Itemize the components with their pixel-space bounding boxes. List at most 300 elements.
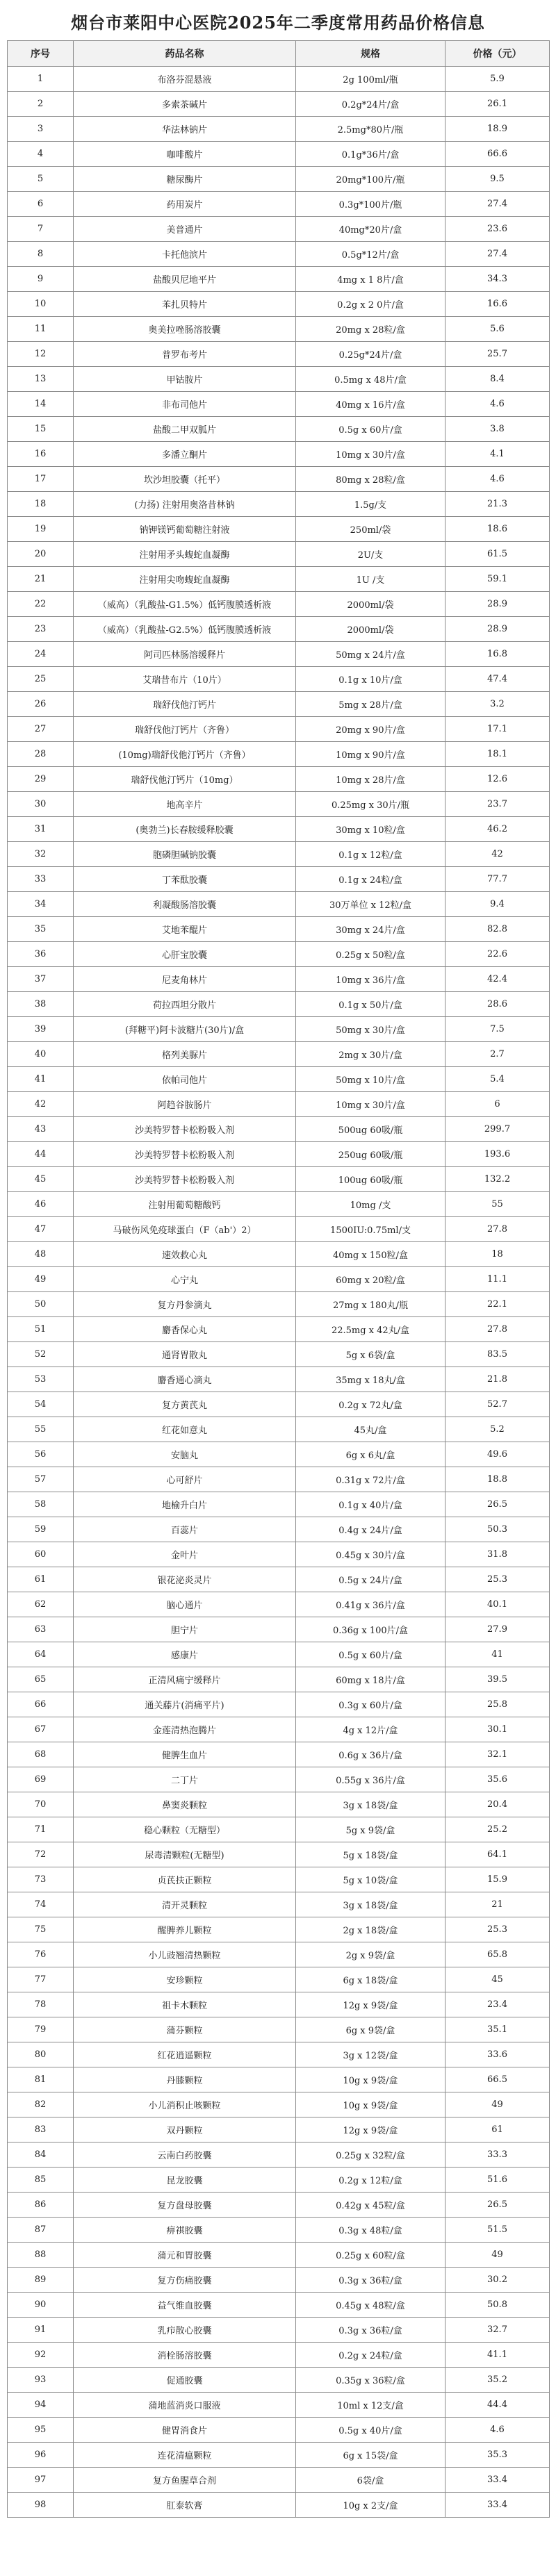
cell-price: 32.7 xyxy=(445,2318,550,2343)
cell-spec: 0.3g x 60片/盒 xyxy=(296,1692,445,1717)
cell-price: 22.6 xyxy=(445,942,550,967)
table-row xyxy=(8,1042,550,1067)
cell-seq: 29 xyxy=(8,767,74,792)
cell-price: 50.8 xyxy=(445,2293,550,2318)
table-row xyxy=(8,917,550,942)
cell-seq: 50 xyxy=(8,1292,74,1317)
cell-spec: 60mg x 20粒/盒 xyxy=(296,1267,445,1292)
cell-price: 61 xyxy=(445,2117,550,2142)
cell-seq: 86 xyxy=(8,2193,74,2218)
table-row xyxy=(8,2443,550,2468)
cell-spec: 30万单位 x 12粒/盒 xyxy=(296,892,445,917)
cell-spec: 5g x 6袋/盒 xyxy=(296,1342,445,1367)
cell-price: 18 xyxy=(445,1242,550,1267)
table-row xyxy=(8,1992,550,2017)
cell-spec: 0.25g*24片/盒 xyxy=(296,342,445,367)
cell-price: 35.2 xyxy=(445,2368,550,2393)
cell-spec: 0.45g x 30片/盒 xyxy=(296,1542,445,1567)
cell-price: 35.6 xyxy=(445,1767,550,1792)
cell-spec: 80mg x 28粒/盒 xyxy=(296,467,445,492)
cell-seq: 34 xyxy=(8,892,74,917)
table-row xyxy=(8,1742,550,1767)
table-row xyxy=(8,2193,550,2218)
cell-seq: 41 xyxy=(8,1067,74,1092)
cell-seq: 30 xyxy=(8,792,74,817)
cell-name: 复方盘母胶囊 xyxy=(74,2193,296,2218)
cell-name: 二丁片 xyxy=(74,1767,296,1792)
cell-name: 心可舒片 xyxy=(74,1467,296,1492)
cell-spec: 12g x 9袋/盒 xyxy=(296,1992,445,2017)
table-row xyxy=(8,2318,550,2343)
cell-spec: 0.25g x 50粒/盒 xyxy=(296,942,445,967)
table-row xyxy=(8,867,550,892)
cell-seq: 42 xyxy=(8,1092,74,1117)
cell-seq: 23 xyxy=(8,617,74,642)
cell-spec: 0.42g x 45粒/盒 xyxy=(296,2193,445,2218)
cell-seq: 32 xyxy=(8,842,74,867)
cell-spec: 50mg x 24片/盒 xyxy=(296,642,445,667)
cell-spec: 20mg*100片/瓶 xyxy=(296,167,445,192)
cell-spec: 0.5g x 40片/盒 xyxy=(296,2418,445,2443)
cell-seq: 6 xyxy=(8,192,74,217)
cell-seq: 25 xyxy=(8,667,74,692)
cell-seq: 77 xyxy=(8,1967,74,1992)
cell-name: 地榆升白片 xyxy=(74,1492,296,1517)
cell-price: 6 xyxy=(445,1092,550,1117)
cell-spec: 30mg x 10粒/盒 xyxy=(296,817,445,842)
cell-seq: 44 xyxy=(8,1142,74,1167)
cell-seq: 75 xyxy=(8,1917,74,1942)
cell-seq: 96 xyxy=(8,2443,74,2468)
cell-price: 20.4 xyxy=(445,1792,550,1817)
cell-seq: 35 xyxy=(8,917,74,942)
page-title: 烟台市莱阳中心医院2025年二季度常用药品价格信息 xyxy=(71,13,485,33)
cell-price: 8.4 xyxy=(445,367,550,392)
table-row xyxy=(8,817,550,842)
cell-name: 昆龙胶囊 xyxy=(74,2168,296,2193)
cell-spec: 27mg x 180丸/瓶 xyxy=(296,1292,445,1317)
table-row xyxy=(8,492,550,517)
cell-seq: 51 xyxy=(8,1317,74,1342)
cell-name: 糖尿酶片 xyxy=(74,167,296,192)
cell-name: 美普通片 xyxy=(74,217,296,242)
table-row xyxy=(8,1667,550,1692)
cell-seq: 54 xyxy=(8,1392,74,1417)
table-row xyxy=(8,2067,550,2092)
cell-seq: 92 xyxy=(8,2343,74,2368)
table-row xyxy=(8,1917,550,1942)
cell-name: 贞芪扶正颗粒 xyxy=(74,1867,296,1892)
cell-name: (力扬) 注射用奥洛昔林钠 xyxy=(74,492,296,517)
cell-price: 30.1 xyxy=(445,1717,550,1742)
table-row xyxy=(8,1367,550,1392)
table-row xyxy=(8,2468,550,2493)
table-row xyxy=(8,1442,550,1467)
cell-seq: 22 xyxy=(8,592,74,617)
cell-spec: 0.3g x 36粒/盒 xyxy=(296,2268,445,2293)
cell-seq: 24 xyxy=(8,642,74,667)
cell-name: 通关藤片(消痛平片) xyxy=(74,1692,296,1717)
cell-spec: 2mg x 30片/盒 xyxy=(296,1042,445,1067)
cell-spec: 6g x 9袋/盒 xyxy=(296,2017,445,2042)
cell-spec: 0.5g x 60片/盒 xyxy=(296,1642,445,1667)
cell-spec: 2g x 9袋/盒 xyxy=(296,1942,445,1967)
cell-seq: 58 xyxy=(8,1492,74,1517)
cell-name: 蒲地蓝消炎口服液 xyxy=(74,2393,296,2418)
table-body xyxy=(8,67,550,2518)
cell-name: 感康片 xyxy=(74,1642,296,1667)
table-row xyxy=(8,667,550,692)
cell-price: 7.5 xyxy=(445,1017,550,1042)
cell-spec: 3g x 18袋/盒 xyxy=(296,1892,445,1917)
cell-name: 银花泌炎灵片 xyxy=(74,1567,296,1592)
cell-seq: 93 xyxy=(8,2368,74,2393)
cell-price: 27.4 xyxy=(445,192,550,217)
cell-spec: 1500IU:0.75ml/支 xyxy=(296,1217,445,1242)
cell-seq: 47 xyxy=(8,1217,74,1242)
cell-name: 肛泰软膏 xyxy=(74,2493,296,2518)
cell-spec: 22.5mg x 42丸/盒 xyxy=(296,1317,445,1342)
cell-price: 16.6 xyxy=(445,292,550,317)
cell-spec: 10mg x 90片/盒 xyxy=(296,742,445,767)
cell-name: 注射用尖吻蝮蛇血凝酶 xyxy=(74,567,296,592)
table-row xyxy=(8,2418,550,2443)
cell-seq: 39 xyxy=(8,1017,74,1042)
cell-price: 64.1 xyxy=(445,1842,550,1867)
table-row xyxy=(8,1942,550,1967)
cell-name: 奥美拉唑肠溶胶囊 xyxy=(74,317,296,342)
cell-spec: 0.2g*24片/盒 xyxy=(296,92,445,117)
cell-seq: 78 xyxy=(8,1992,74,2017)
header-spec: 规格 xyxy=(296,41,445,67)
cell-seq: 4 xyxy=(8,142,74,167)
table-row xyxy=(8,542,550,567)
cell-seq: 16 xyxy=(8,442,74,467)
cell-seq: 69 xyxy=(8,1767,74,1792)
table-row xyxy=(8,2117,550,2142)
cell-seq: 63 xyxy=(8,1617,74,1642)
cell-name: 多潘立酮片 xyxy=(74,442,296,467)
cell-seq: 18 xyxy=(8,492,74,517)
cell-seq: 97 xyxy=(8,2468,74,2493)
cell-name: (拜糖平)阿卡波糖片(30片)/盒 xyxy=(74,1017,296,1042)
cell-price: 51.5 xyxy=(445,2218,550,2243)
table-row xyxy=(8,417,550,442)
table-row xyxy=(8,217,550,242)
cell-seq: 52 xyxy=(8,1342,74,1367)
table-row xyxy=(8,1717,550,1742)
table-row xyxy=(8,342,550,367)
cell-seq: 48 xyxy=(8,1242,74,1267)
cell-name: 丁苯酞胶囊 xyxy=(74,867,296,892)
cell-price: 42 xyxy=(445,842,550,867)
cell-name: 心肝宝胶囊 xyxy=(74,942,296,967)
cell-spec: 2U/支 xyxy=(296,542,445,567)
cell-seq: 81 xyxy=(8,2067,74,2092)
table-row xyxy=(8,2368,550,2393)
cell-name: 胞磷胆碱钠胶囊 xyxy=(74,842,296,867)
cell-seq: 12 xyxy=(8,342,74,367)
table-row xyxy=(8,1342,550,1367)
cell-price: 31.8 xyxy=(445,1542,550,1567)
cell-name: 格列美脲片 xyxy=(74,1042,296,1067)
cell-price: 2.7 xyxy=(445,1042,550,1067)
table-row xyxy=(8,517,550,542)
header-seq: 序号 xyxy=(8,41,74,67)
table-row xyxy=(8,2293,550,2318)
table-row xyxy=(8,1167,550,1192)
cell-seq: 49 xyxy=(8,1267,74,1292)
cell-spec: 0.25g x 60粒/盒 xyxy=(296,2243,445,2268)
cell-spec: 0.1g*36片/盒 xyxy=(296,142,445,167)
table-row xyxy=(8,1767,550,1792)
table-row xyxy=(8,1517,550,1542)
cell-name: 红花如意丸 xyxy=(74,1417,296,1442)
table-row xyxy=(8,1192,550,1217)
table-row xyxy=(8,2218,550,2243)
cell-spec: 0.31g x 72片/盒 xyxy=(296,1467,445,1492)
cell-price: 33.6 xyxy=(445,2042,550,2067)
cell-spec: 10g x 9袋/盒 xyxy=(296,2067,445,2092)
table-row xyxy=(8,1867,550,1892)
cell-spec: 0.5mg x 48片/盒 xyxy=(296,367,445,392)
cell-spec: 0.1g x 50片/盒 xyxy=(296,992,445,1017)
cell-seq: 13 xyxy=(8,367,74,392)
cell-name: 小儿豉翘清热颗粒 xyxy=(74,1942,296,1967)
cell-price: 83.5 xyxy=(445,1342,550,1367)
table-row xyxy=(8,117,550,142)
table-row xyxy=(8,1542,550,1567)
cell-price: 21.3 xyxy=(445,492,550,517)
cell-spec: 2g 100ml/瓶 xyxy=(296,67,445,92)
cell-price: 23.7 xyxy=(445,792,550,817)
cell-spec: 0.1g x 10片/盒 xyxy=(296,667,445,692)
cell-price: 61.5 xyxy=(445,542,550,567)
cell-name: 多索茶碱片 xyxy=(74,92,296,117)
cell-price: 9.5 xyxy=(445,167,550,192)
cell-price: 15.9 xyxy=(445,1867,550,1892)
cell-price: 49 xyxy=(445,2092,550,2117)
cell-spec: 60mg x 18片/盒 xyxy=(296,1667,445,1692)
table-row xyxy=(8,592,550,617)
cell-seq: 59 xyxy=(8,1517,74,1542)
cell-spec: 0.2g x 72丸/盒 xyxy=(296,1392,445,1417)
cell-spec: 10ml x 12支/盒 xyxy=(296,2393,445,2418)
table-row xyxy=(8,1392,550,1417)
cell-name: 阿趋谷胺肠片 xyxy=(74,1092,296,1117)
cell-seq: 89 xyxy=(8,2268,74,2293)
cell-name: 痹祺胶囊 xyxy=(74,2218,296,2243)
table-row xyxy=(8,742,550,767)
cell-price: 35.3 xyxy=(445,2443,550,2468)
cell-price: 50.3 xyxy=(445,1517,550,1542)
cell-name: 复方伤痛胶囊 xyxy=(74,2268,296,2293)
cell-seq: 56 xyxy=(8,1442,74,1467)
cell-price: 46.2 xyxy=(445,817,550,842)
cell-price: 25.3 xyxy=(445,1917,550,1942)
cell-price: 26.5 xyxy=(445,2193,550,2218)
cell-spec: 2g x 18袋/盒 xyxy=(296,1917,445,1942)
table-row xyxy=(8,1817,550,1842)
cell-spec: 0.3g*100片/瓶 xyxy=(296,192,445,217)
cell-price: 28.9 xyxy=(445,617,550,642)
cell-price: 299.7 xyxy=(445,1117,550,1142)
cell-seq: 17 xyxy=(8,467,74,492)
cell-spec: 0.6g x 36片/盒 xyxy=(296,1742,445,1767)
table-row xyxy=(8,967,550,992)
cell-price: 33.4 xyxy=(445,2493,550,2518)
cell-name: 瑞舒伐他汀钙片（10mg） xyxy=(74,767,296,792)
table-row xyxy=(8,167,550,192)
cell-spec: 0.41g x 36片/盒 xyxy=(296,1592,445,1617)
cell-spec: 10mg x 30片/盒 xyxy=(296,442,445,467)
cell-name: 丹膝颗粒 xyxy=(74,2067,296,2092)
cell-price: 66.5 xyxy=(445,2067,550,2092)
cell-price: 27.8 xyxy=(445,1217,550,1242)
cell-name: 金叶片 xyxy=(74,1542,296,1567)
cell-spec: 10mg x 28片/盒 xyxy=(296,767,445,792)
cell-name: 乳疖散心胶囊 xyxy=(74,2318,296,2343)
cell-name: (奥勃兰)长春胺缓释胶囊 xyxy=(74,817,296,842)
table-row xyxy=(8,1967,550,1992)
table-row xyxy=(8,2017,550,2042)
cell-name: 瑞舒伐他汀钙片（齐鲁） xyxy=(74,717,296,742)
cell-name: 稳心颗粒（无糖型） xyxy=(74,1817,296,1842)
table-row xyxy=(8,67,550,92)
table-row xyxy=(8,2268,550,2293)
table-row xyxy=(8,1792,550,1817)
cell-price: 34.3 xyxy=(445,267,550,292)
cell-price: 41.1 xyxy=(445,2343,550,2368)
cell-seq: 94 xyxy=(8,2393,74,2418)
cell-seq: 19 xyxy=(8,517,74,542)
cell-price: 21.8 xyxy=(445,1367,550,1392)
cell-name: 沙美特罗替卡松粉吸入剂 xyxy=(74,1142,296,1167)
cell-spec: 0.35g x 36粒/盒 xyxy=(296,2368,445,2393)
cell-spec: 2.5mg*80片/瓶 xyxy=(296,117,445,142)
table-row xyxy=(8,367,550,392)
cell-name: 盐酸二甲双胍片 xyxy=(74,417,296,442)
cell-seq: 55 xyxy=(8,1417,74,1442)
cell-price: 27.9 xyxy=(445,1617,550,1642)
cell-spec: 10g x 9袋/盒 xyxy=(296,2092,445,2117)
cell-spec: 40mg x 150粒/盒 xyxy=(296,1242,445,1267)
table-row xyxy=(8,467,550,492)
cell-seq: 76 xyxy=(8,1942,74,1967)
cell-name: 注射用矛头蝮蛇血凝酶 xyxy=(74,542,296,567)
table-row xyxy=(8,392,550,417)
table-row xyxy=(8,792,550,817)
cell-spec: 6袋/盒 xyxy=(296,2468,445,2493)
cell-spec: 6g x 15袋/盒 xyxy=(296,2443,445,2468)
table-row xyxy=(8,1567,550,1592)
cell-spec: 10mg /支 xyxy=(296,1192,445,1217)
cell-spec: 40mg x 16片/盒 xyxy=(296,392,445,417)
cell-spec: 0.1g x 24粒/盒 xyxy=(296,867,445,892)
cell-name: 艾瑞昔布片（10片） xyxy=(74,667,296,692)
table-row xyxy=(8,1142,550,1167)
cell-price: 59.1 xyxy=(445,567,550,592)
cell-name: 醒脾养儿颗粒 xyxy=(74,1917,296,1942)
cell-seq: 85 xyxy=(8,2168,74,2193)
cell-price: 40.1 xyxy=(445,1592,550,1617)
cell-seq: 88 xyxy=(8,2243,74,2268)
table-row xyxy=(8,1417,550,1442)
cell-seq: 8 xyxy=(8,242,74,267)
cell-price: 49.6 xyxy=(445,1442,550,1467)
cell-price: 25.3 xyxy=(445,1567,550,1592)
cell-spec: 0.3g x 48粒/盒 xyxy=(296,2218,445,2243)
table-row xyxy=(8,2343,550,2368)
cell-price: 55 xyxy=(445,1192,550,1217)
cell-seq: 67 xyxy=(8,1717,74,1742)
cell-name: 益气维血胶囊 xyxy=(74,2293,296,2318)
cell-spec: 0.5g*12片/盒 xyxy=(296,242,445,267)
cell-name: 布洛芬混悬液 xyxy=(74,67,296,92)
cell-seq: 64 xyxy=(8,1642,74,1667)
cell-spec: 0.5g x 60片/盒 xyxy=(296,417,445,442)
cell-price: 3.8 xyxy=(445,417,550,442)
table-row xyxy=(8,92,550,117)
cell-name: 复方鱼腥草合剂 xyxy=(74,2468,296,2493)
cell-seq: 98 xyxy=(8,2493,74,2518)
cell-spec: 3g x 18袋/盒 xyxy=(296,1792,445,1817)
table-row xyxy=(8,717,550,742)
cell-spec: 5g x 10袋/盒 xyxy=(296,1867,445,1892)
cell-spec: 10g x 2支/盒 xyxy=(296,2493,445,2518)
cell-seq: 83 xyxy=(8,2117,74,2142)
table-row xyxy=(8,892,550,917)
cell-seq: 53 xyxy=(8,1367,74,1392)
cell-price: 44.4 xyxy=(445,2393,550,2418)
cell-spec: 0.1g x 12粒/盒 xyxy=(296,842,445,867)
cell-name: 普罗布考片 xyxy=(74,342,296,367)
table-row xyxy=(8,267,550,292)
cell-price: 4.6 xyxy=(445,392,550,417)
cell-seq: 82 xyxy=(8,2092,74,2117)
table-row xyxy=(8,1017,550,1042)
cell-price: 25.8 xyxy=(445,1692,550,1717)
cell-seq: 26 xyxy=(8,692,74,717)
cell-price: 25.7 xyxy=(445,342,550,367)
cell-seq: 36 xyxy=(8,942,74,967)
cell-name: 注射用葡萄糖酸钙 xyxy=(74,1192,296,1217)
cell-seq: 21 xyxy=(8,567,74,592)
cell-price: 132.2 xyxy=(445,1167,550,1192)
cell-name: 尿毒清颗粒(无糖型) xyxy=(74,1842,296,1867)
cell-spec: 0.45g x 48粒/盒 xyxy=(296,2293,445,2318)
cell-spec: 500ug 60吸/瓶 xyxy=(296,1117,445,1142)
cell-name: 小儿消积止咳颗粒 xyxy=(74,2092,296,2117)
cell-price: 66.6 xyxy=(445,142,550,167)
cell-spec: 0.55g x 36片/盒 xyxy=(296,1767,445,1792)
table-row xyxy=(8,1117,550,1142)
table-row xyxy=(8,2168,550,2193)
cell-price: 42.4 xyxy=(445,967,550,992)
cell-seq: 15 xyxy=(8,417,74,442)
cell-spec: 1.5g/支 xyxy=(296,492,445,517)
cell-spec: 0.2g x 24粒/盒 xyxy=(296,2343,445,2368)
cell-name: 速效救心丸 xyxy=(74,1242,296,1267)
cell-spec: 0.2g x 2 0片/盒 xyxy=(296,292,445,317)
cell-spec: 1U /支 xyxy=(296,567,445,592)
cell-price: 32.1 xyxy=(445,1742,550,1767)
cell-spec: 6g x 6丸/盒 xyxy=(296,1442,445,1467)
cell-price: 47.4 xyxy=(445,667,550,692)
cell-name: 坎沙坦胶囊（托平） xyxy=(74,467,296,492)
cell-price: 45 xyxy=(445,1967,550,1992)
table-row xyxy=(8,1467,550,1492)
